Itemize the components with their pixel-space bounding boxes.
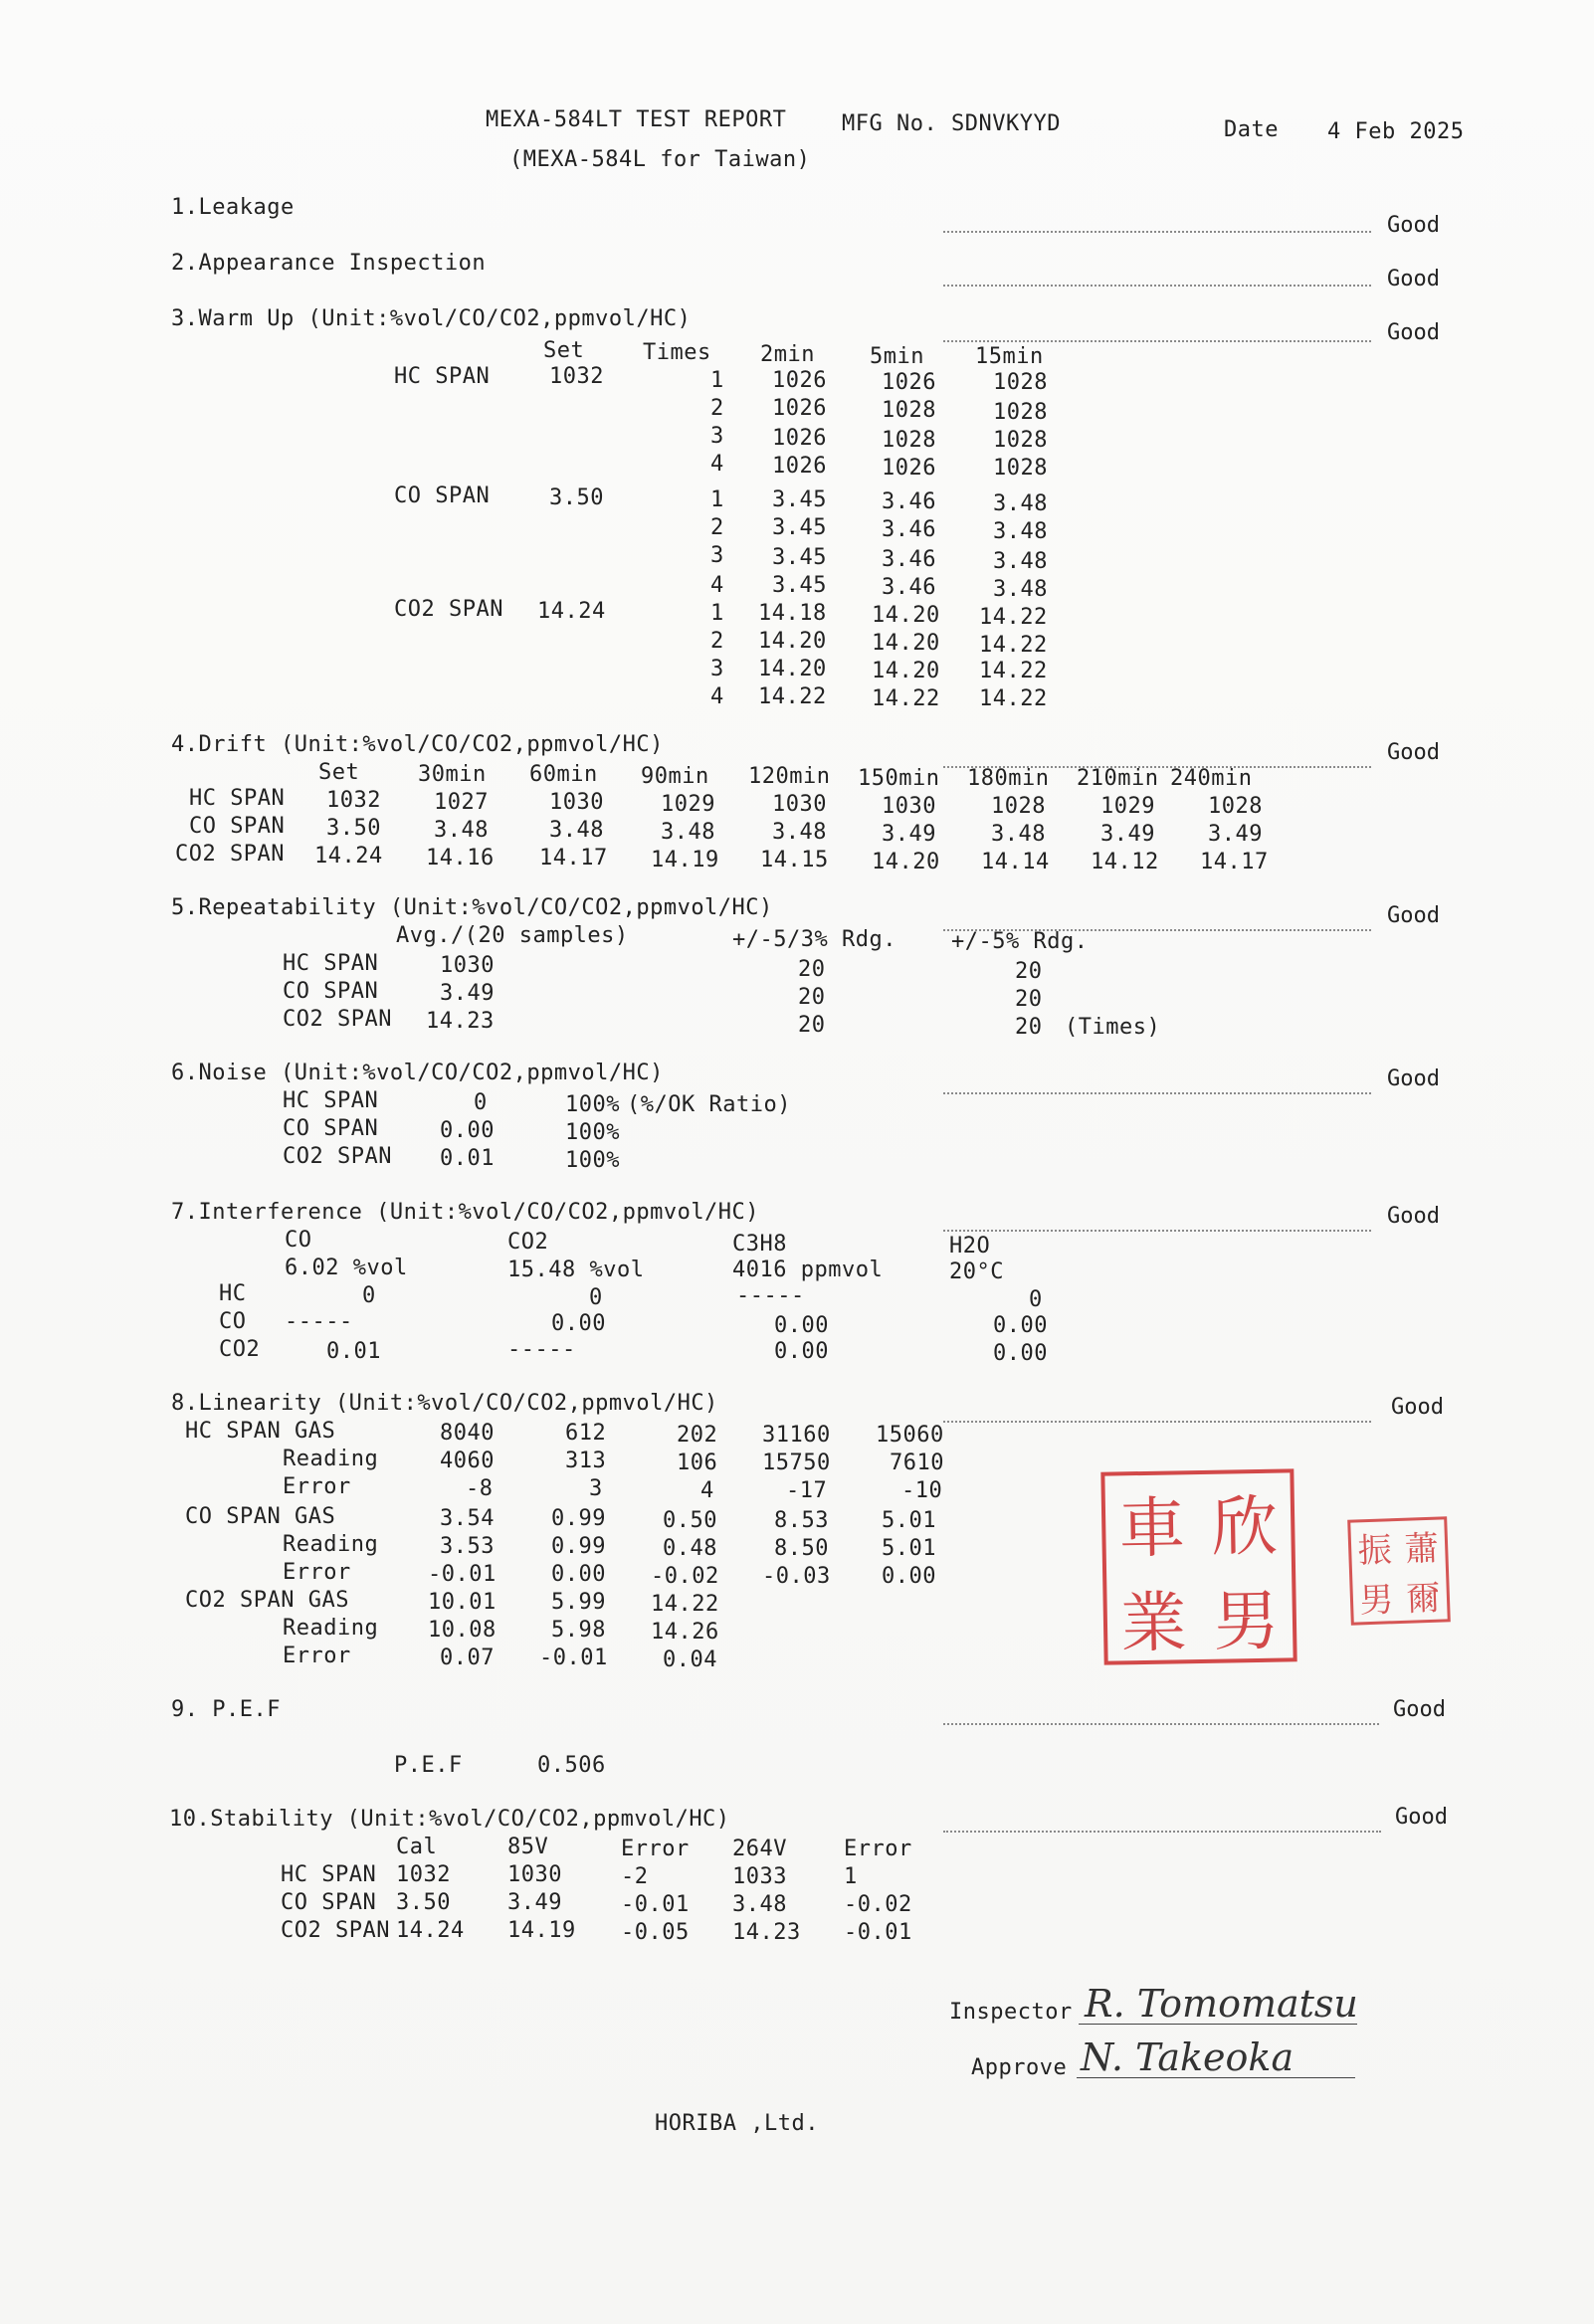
- lin-co2-gas-label: CO2 SPAN GAS: [185, 1588, 349, 1613]
- dotted-leader: [943, 340, 1371, 342]
- dotted-leader: [943, 231, 1371, 233]
- lin-co2-error-v1: 0.07: [440, 1646, 495, 1670]
- repeat-hc-avg: 1030: [440, 953, 495, 978]
- company-name: HORIBA ,Ltd.: [655, 2111, 819, 2136]
- drift-hc-90: 1029: [661, 792, 715, 817]
- lin-co-error-v4: -0.03: [762, 1564, 831, 1589]
- warmup-co2-row4-time: 4: [710, 684, 724, 709]
- drift-header-150min: 150min: [858, 766, 940, 791]
- warmup-co2-row3-time: 3: [710, 657, 724, 681]
- lin-co-error-v3: -0.02: [651, 1564, 719, 1589]
- company-seal-stamp: [1100, 1468, 1296, 1664]
- repeat-co2-r3: 20: [798, 1013, 826, 1038]
- drift-header-180min: 180min: [967, 766, 1050, 791]
- warmup-co-row3-15min: 3.48: [993, 549, 1048, 574]
- warmup-co-row1-2min: 3.45: [772, 487, 827, 512]
- warmup-co-label: CO SPAN: [394, 484, 491, 508]
- lin-co-error-v5: 0.00: [882, 1564, 936, 1589]
- interf-header-c3h8: C3H8: [732, 1232, 787, 1257]
- repeat-co2-r5: 20: [1015, 1015, 1043, 1040]
- lin-hc-error-v4: -17: [786, 1478, 828, 1503]
- warmup-hc-row2-time: 2: [710, 396, 724, 421]
- warmup-co-set: 3.50: [549, 485, 604, 510]
- report-title: MEXA-584LT TEST REPORT: [486, 107, 787, 132]
- stab-hc-err1: -2: [621, 1864, 649, 1889]
- dotted-leader: [943, 1831, 1381, 1833]
- warmup-co2-row4-2min: 14.22: [758, 684, 827, 709]
- warmup-hc-row3-time: 3: [710, 424, 724, 449]
- approve-label: Approve: [971, 2055, 1068, 2080]
- lin-co-gas-v3: 0.50: [663, 1508, 717, 1533]
- interf-conc-c3h8: 4016 ppmvol: [732, 1258, 884, 1282]
- section-leakage-title: 1.Leakage: [171, 195, 295, 220]
- noise-co-label: CO SPAN: [283, 1116, 379, 1141]
- warmup-co-row4-15min: 3.48: [993, 577, 1048, 602]
- lin-co-reading-v1: 3.53: [440, 1534, 495, 1559]
- warmup-header-2min: 2min: [760, 342, 815, 367]
- warmup-co-row1-5min: 3.46: [882, 489, 936, 514]
- drift-co-180: 3.48: [991, 822, 1046, 847]
- warmup-hc-row1-5min: 1026: [882, 370, 936, 395]
- warmup-co2-row3-5min: 14.20: [872, 659, 940, 683]
- stab-co-85v: 3.49: [507, 1890, 562, 1915]
- warmup-header-5min: 5min: [870, 344, 924, 369]
- drift-co2-90: 14.19: [651, 848, 719, 872]
- drift-co-set: 3.50: [326, 816, 381, 841]
- warmup-co2-row2-2min: 14.20: [758, 629, 827, 654]
- interf-co-label: CO: [219, 1309, 247, 1334]
- section-drift-title: 4.Drift (Unit:%vol/CO/CO2,ppmvol/HC): [171, 732, 664, 757]
- seal-char: 男: [1358, 1579, 1395, 1621]
- lin-co2-reading-v1: 10.08: [428, 1618, 497, 1643]
- lin-hc-gas-v2: 612: [565, 1421, 607, 1446]
- stab-co-label: CO SPAN: [281, 1890, 377, 1915]
- interf-co-h2o: 0.00: [993, 1313, 1048, 1338]
- lin-co2-reading-v2: 5.98: [551, 1618, 606, 1643]
- interf-conc-co: 6.02 %vol: [285, 1256, 408, 1280]
- interf-co2-h2o: 0.00: [993, 1341, 1048, 1366]
- lin-co-gas-v2: 0.99: [551, 1506, 606, 1531]
- repeat-co-label: CO SPAN: [283, 979, 379, 1004]
- stab-co-cal: 3.50: [396, 1890, 451, 1915]
- interf-co-co: -----: [285, 1309, 353, 1334]
- seal-char: 男: [1212, 1582, 1281, 1660]
- repeat-header-rdg5: +/-5% Rdg.: [951, 929, 1089, 954]
- warmup-co2-row3-15min: 14.22: [979, 659, 1048, 683]
- stab-co-err1: -0.01: [621, 1892, 690, 1917]
- interf-co2-label: CO2: [219, 1337, 261, 1362]
- interf-co2-co: 0.01: [326, 1339, 381, 1364]
- drift-co2-210: 14.12: [1091, 850, 1159, 874]
- warmup-co-row2-2min: 3.45: [772, 515, 827, 540]
- drift-co-60: 3.48: [549, 818, 604, 843]
- stab-co2-264v: 14.23: [732, 1920, 801, 1945]
- drift-hc-30: 1027: [434, 790, 489, 815]
- seal-char: 車: [1118, 1489, 1186, 1568]
- interf-co2-co2: -----: [507, 1337, 576, 1362]
- drift-hc-210: 1029: [1100, 794, 1155, 819]
- lin-co-gas-label: CO SPAN GAS: [185, 1504, 336, 1529]
- lin-co-error-v2: 0.00: [551, 1562, 606, 1587]
- drift-hc-60: 1030: [549, 790, 604, 815]
- interf-co-co2: 0.00: [551, 1311, 606, 1336]
- repeat-hc-r5: 20: [1015, 959, 1043, 984]
- warmup-co-row2-15min: 3.48: [993, 519, 1048, 544]
- drift-header-120min: 120min: [748, 764, 831, 789]
- drift-header-set: Set: [318, 760, 360, 785]
- warmup-co-row1-15min: 3.48: [993, 491, 1048, 516]
- repeat-hc-label: HC SPAN: [283, 951, 379, 976]
- repeat-co-r5: 20: [1015, 987, 1043, 1012]
- interf-temp-h2o: 20°C: [949, 1259, 1004, 1284]
- warmup-hc-set: 1032: [549, 364, 604, 389]
- warmup-hc-row4-5min: 1026: [882, 456, 936, 481]
- interf-co-c3h8: 0.00: [774, 1313, 829, 1338]
- warmup-hc-row3-15min: 1028: [993, 428, 1048, 453]
- drift-co-90: 3.48: [661, 820, 715, 845]
- lin-hc-error-v1: -8: [466, 1476, 494, 1501]
- drift-co-30: 3.48: [434, 818, 489, 843]
- result-leakage: Good: [1387, 213, 1440, 238]
- lin-co-reading-v4: 8.50: [774, 1536, 829, 1561]
- pef-label: P.E.F: [394, 1753, 463, 1778]
- noise-co2-label: CO2 SPAN: [283, 1144, 392, 1169]
- section-repeatability-title: 5.Repeatability (Unit:%vol/CO/CO2,ppmvol/HC): [171, 895, 773, 920]
- interf-hc-label: HC: [219, 1281, 247, 1306]
- interf-header-co2: CO2: [507, 1230, 549, 1255]
- lin-hc-reading-v5: 7610: [890, 1451, 944, 1475]
- drift-header-90min: 90min: [641, 764, 709, 789]
- warmup-co2-row4-15min: 14.22: [979, 686, 1048, 711]
- result-noise: Good: [1387, 1066, 1440, 1091]
- drift-hc-label: HC SPAN: [189, 786, 286, 811]
- lin-co-reading-label: Reading: [283, 1532, 379, 1557]
- warmup-co2-row2-15min: 14.22: [979, 633, 1048, 658]
- lin-co2-error-label: Error: [283, 1644, 351, 1668]
- stab-hc-label: HC SPAN: [281, 1862, 377, 1887]
- warmup-co2-row1-15min: 14.22: [979, 605, 1048, 630]
- warmup-hc-row4-2min: 1026: [772, 454, 827, 479]
- warmup-header-15min: 15min: [975, 344, 1044, 369]
- drift-hc-120: 1030: [772, 792, 827, 817]
- result-appearance: Good: [1387, 267, 1440, 291]
- drift-hc-180: 1028: [991, 794, 1046, 819]
- lin-co2-gas-v3: 14.22: [651, 1592, 719, 1617]
- warmup-hc-row3-5min: 1028: [882, 428, 936, 453]
- approve-signature-line: [1077, 2077, 1355, 2078]
- warmup-co-row4-time: 4: [710, 573, 724, 598]
- repeat-co-avg: 3.49: [440, 981, 495, 1006]
- drift-co2-30: 14.16: [426, 846, 495, 871]
- warmup-hc-row2-2min: 1026: [772, 396, 827, 421]
- repeat-header-rdg3: +/-5/3% Rdg.: [732, 927, 897, 952]
- stab-co2-85v: 14.19: [507, 1918, 576, 1943]
- lin-co2-reading-v3: 14.26: [651, 1620, 719, 1645]
- stab-header-error2: Error: [844, 1837, 912, 1861]
- repeat-header-avg: Avg./(20 samples): [396, 923, 629, 948]
- stab-hc-85v: 1030: [507, 1862, 562, 1887]
- result-stability: Good: [1395, 1805, 1448, 1830]
- noise-co2-pct: 100%: [565, 1148, 620, 1173]
- stab-header-cal: Cal: [396, 1835, 438, 1859]
- noise-hc-label: HC SPAN: [283, 1088, 379, 1113]
- result-interference: Good: [1387, 1204, 1440, 1229]
- warmup-co-row4-5min: 3.46: [882, 575, 936, 600]
- repeat-co2-label: CO2 SPAN: [283, 1007, 392, 1032]
- warmup-co-row2-time: 2: [710, 515, 724, 540]
- drift-header-30min: 30min: [418, 762, 487, 787]
- lin-hc-reading-v4: 15750: [762, 1451, 831, 1475]
- date-value: 4 Feb 2025: [1327, 119, 1465, 144]
- mfg-label: MFG No.: [842, 111, 938, 136]
- lin-hc-reading-v2: 313: [565, 1449, 607, 1473]
- stab-hc-cal: 1032: [396, 1862, 451, 1887]
- pef-value: 0.506: [537, 1753, 606, 1778]
- result-warmup: Good: [1387, 320, 1440, 345]
- repeat-co2-avg: 14.23: [426, 1009, 495, 1034]
- lin-co-error-v1: -0.01: [428, 1562, 497, 1587]
- warmup-co2-row3-2min: 14.20: [758, 657, 827, 681]
- lin-hc-gas-v3: 202: [677, 1423, 718, 1448]
- section-linearity-title: 8.Linearity (Unit:%vol/CO/CO2,ppmvol/HC): [171, 1391, 718, 1416]
- stab-co2-cal: 14.24: [396, 1918, 465, 1943]
- interf-conc-co2: 15.48 %vol: [507, 1258, 645, 1282]
- stab-co2-err1: -0.05: [621, 1920, 690, 1945]
- lin-hc-error-v3: 4: [700, 1478, 714, 1503]
- drift-hc-240: 1028: [1208, 794, 1263, 819]
- stab-header-264v: 264V: [732, 1837, 787, 1861]
- lin-hc-reading-label: Reading: [283, 1447, 379, 1471]
- noise-hc-val: 0: [474, 1090, 488, 1115]
- interf-co2-c3h8: 0.00: [774, 1339, 829, 1364]
- warmup-hc-row3-2min: 1026: [772, 426, 827, 451]
- noise-hc-pct: 100%: [565, 1092, 620, 1117]
- lin-co-reading-v2: 0.99: [551, 1534, 606, 1559]
- section-appearance-title: 2.Appearance Inspection: [171, 251, 487, 276]
- stab-co2-label: CO2 SPAN: [281, 1918, 390, 1943]
- drift-co-label: CO SPAN: [189, 814, 286, 839]
- warmup-co-row3-2min: 3.45: [772, 545, 827, 570]
- lin-co-gas-v4: 8.53: [774, 1508, 829, 1533]
- stab-header-85v: 85V: [507, 1835, 549, 1859]
- result-linearity: Good: [1391, 1395, 1444, 1420]
- lin-co2-gas-v1: 10.01: [428, 1590, 497, 1615]
- warmup-co-row1-time: 1: [710, 487, 724, 512]
- section-interference-title: 7.Interference (Unit:%vol/CO/CO2,ppmvol/HC): [171, 1200, 760, 1225]
- section-noise-title: 6.Noise (Unit:%vol/CO/CO2,ppmvol/HC): [171, 1061, 664, 1085]
- dotted-leader: [943, 1723, 1379, 1725]
- lin-hc-gas-v5: 15060: [876, 1423, 944, 1448]
- result-repeatability: Good: [1387, 903, 1440, 928]
- lin-hc-error-label: Error: [283, 1474, 351, 1499]
- lin-co-gas-v5: 5.01: [882, 1508, 936, 1533]
- stab-co-264v: 3.48: [732, 1892, 787, 1917]
- lin-co-reading-v3: 0.48: [663, 1536, 717, 1561]
- section-stability-title: 10.Stability (Unit:%vol/CO/CO2,ppmvol/HC): [169, 1807, 730, 1832]
- stab-co2-err2: -0.01: [844, 1920, 912, 1945]
- report-subtitle: (MEXA-584L for Taiwan): [509, 147, 811, 172]
- interf-hc-co: 0: [362, 1283, 376, 1308]
- warmup-hc-row2-5min: 1028: [882, 398, 936, 423]
- lin-hc-error-v2: 3: [589, 1476, 603, 1501]
- drift-header-210min: 210min: [1077, 766, 1159, 791]
- drift-co-120: 3.48: [772, 820, 827, 845]
- warmup-co2-row2-5min: 14.20: [872, 631, 940, 656]
- inspector-signature: R. Tomomatsu: [1085, 1982, 1358, 2026]
- warmup-co2-row4-5min: 14.22: [872, 686, 940, 711]
- drift-co2-label: CO2 SPAN: [175, 842, 285, 867]
- warmup-hc-row1-15min: 1028: [993, 370, 1048, 395]
- warmup-hc-row2-15min: 1028: [993, 400, 1048, 425]
- lin-hc-gas-label: HC SPAN GAS: [185, 1419, 336, 1444]
- lin-hc-gas-v4: 31160: [762, 1423, 831, 1448]
- lin-co-gas-v1: 3.54: [440, 1506, 495, 1531]
- lin-co2-error-v3: 0.04: [663, 1647, 717, 1672]
- warmup-hc-row4-15min: 1028: [993, 456, 1048, 481]
- interf-hc-co2: 0: [589, 1285, 603, 1310]
- warmup-co2-row2-time: 2: [710, 629, 724, 654]
- warmup-hc-row4-time: 4: [710, 452, 724, 477]
- warmup-hc-row1-time: 1: [710, 368, 724, 393]
- seal-char: 業: [1119, 1584, 1188, 1662]
- warmup-header-set: Set: [543, 338, 585, 363]
- personal-seal-stamp: [1347, 1516, 1451, 1625]
- warmup-co2-set: 14.24: [537, 599, 606, 624]
- date-label: Date: [1224, 117, 1279, 142]
- lin-co2-gas-v2: 5.99: [551, 1590, 606, 1615]
- drift-co2-240: 14.17: [1200, 850, 1269, 874]
- warmup-co2-row1-5min: 14.20: [872, 603, 940, 628]
- interf-hc-c3h8: -----: [736, 1283, 805, 1308]
- warmup-co-row3-5min: 3.46: [882, 547, 936, 572]
- mfg-number: SDNVKYYD: [951, 111, 1061, 136]
- warmup-co2-row1-2min: 14.18: [758, 601, 827, 626]
- inspector-signature-line: [1079, 2024, 1357, 2025]
- noise-co-val: 0.00: [440, 1118, 495, 1143]
- warmup-hc-label: HC SPAN: [394, 364, 491, 389]
- result-drift: Good: [1387, 740, 1440, 765]
- drift-co2-set: 14.24: [314, 844, 383, 869]
- repeat-times-note: (Times): [1065, 1015, 1161, 1040]
- stab-co-err2: -0.02: [844, 1892, 912, 1917]
- seal-char: 欣: [1211, 1487, 1279, 1566]
- stab-header-error1: Error: [621, 1837, 690, 1861]
- lin-hc-error-v5: -10: [901, 1478, 943, 1503]
- approve-signature: N. Takeoka: [1081, 2035, 1295, 2079]
- dotted-leader: [943, 285, 1371, 287]
- warmup-co-row3-time: 3: [710, 543, 724, 568]
- warmup-header-times: Times: [643, 340, 711, 365]
- seal-char: 振: [1357, 1529, 1393, 1571]
- interf-header-h2o: H2O: [949, 1234, 991, 1259]
- drift-header-240min: 240min: [1170, 766, 1253, 791]
- stab-hc-err2: 1: [844, 1864, 858, 1889]
- warmup-co-row4-2min: 3.45: [772, 573, 827, 598]
- lin-co-reading-v5: 5.01: [882, 1536, 936, 1561]
- lin-hc-reading-v3: 106: [677, 1451, 718, 1475]
- inspector-label: Inspector: [949, 2000, 1073, 2025]
- seal-char: 爾: [1405, 1578, 1442, 1620]
- dotted-leader: [943, 1092, 1371, 1094]
- drift-co2-180: 14.14: [981, 850, 1050, 874]
- warmup-co2-row1-time: 1: [710, 601, 724, 626]
- warmup-co2-label: CO2 SPAN: [394, 597, 503, 622]
- stab-hc-264v: 1033: [732, 1864, 787, 1889]
- dotted-leader: [943, 1421, 1371, 1423]
- lin-co-error-label: Error: [283, 1560, 351, 1585]
- result-pef: Good: [1393, 1697, 1446, 1722]
- lin-co2-error-v2: -0.01: [539, 1646, 608, 1670]
- drift-hc-set: 1032: [326, 788, 381, 813]
- interf-header-co: CO: [285, 1228, 312, 1253]
- drift-header-60min: 60min: [529, 762, 598, 787]
- drift-co2-120: 14.15: [760, 848, 829, 872]
- drift-co2-150: 14.20: [872, 850, 940, 874]
- drift-co2-60: 14.17: [539, 846, 608, 871]
- noise-co-pct: 100%: [565, 1120, 620, 1145]
- drift-hc-150: 1030: [882, 794, 936, 819]
- drift-co-240: 3.49: [1208, 822, 1263, 847]
- interf-hc-h2o: 0: [1029, 1287, 1043, 1312]
- warmup-co-row2-5min: 3.46: [882, 517, 936, 542]
- drift-co-210: 3.49: [1100, 822, 1155, 847]
- warmup-hc-row1-2min: 1026: [772, 368, 827, 393]
- repeat-co-r3: 20: [798, 985, 826, 1010]
- dotted-leader: [943, 1230, 1371, 1232]
- repeat-hc-r3: 20: [798, 957, 826, 982]
- section-warmup-title: 3.Warm Up (Unit:%vol/CO/CO2,ppmvol/HC): [171, 306, 692, 331]
- section-pef-title: 9. P.E.F: [171, 1697, 281, 1722]
- drift-co-150: 3.49: [882, 822, 936, 847]
- noise-co2-val: 0.01: [440, 1146, 495, 1171]
- lin-hc-reading-v1: 4060: [440, 1449, 495, 1473]
- lin-co2-reading-label: Reading: [283, 1616, 379, 1641]
- noise-ratio-label: (%/OK Ratio): [627, 1092, 791, 1117]
- seal-char: 蕭: [1404, 1528, 1440, 1570]
- lin-hc-gas-v1: 8040: [440, 1421, 495, 1446]
